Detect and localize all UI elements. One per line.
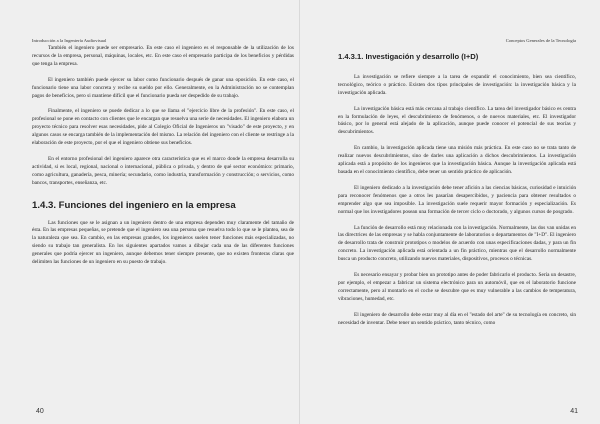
section-heading: 1.4.3. Funciones del ingeniero en la empresa xyxy=(32,199,236,211)
subsection-heading: 1.4.3.1. Investigación y desarrollo (I+D) xyxy=(338,52,479,61)
right-page-number: 41 xyxy=(570,408,578,415)
paragraph: El ingeniero de desarrollo debe estar muy al día en el "estado del arte" de su tecnología en concreto, sin necesidad de inventar. Debe tener un sentido práctico, tanto técnico, como xyxy=(338,311,576,326)
left-page-body xyxy=(32,45,294,275)
paragraph: La investigación se refiere siempre a la tarea de expandir el conocimiento, bien sea científico, tecnológico, teórico o práctico. Existen dos tipos principales de investigación: la investigación básica y la investigación aplicada. xyxy=(338,73,576,96)
paragraph: Finalmente, el ingeniero se puede dedicar a lo que se llama el "ejercicio libre de la profesión". En este caso, el profesional se pone en contacto con clientes que le encargan que resuelva una serie de necesidades. El ingeniero elabora un proyecto técnico para resolver esas necesidades, pide al Colegio Oficial de Ingenieros un "visado" de este proyecto, y en algunos casos se encarga también de la implementación del mismo. La relación del ingeniero con el cliente se restringe a la elaboración de este proyecto, por el que el ingeniero obtiene sus beneficios. xyxy=(32,108,294,147)
paragraph: En cambio, la investigación aplicada tiene una misión más práctica. En este caso no se trata tanto de realizar nuevos descubrimientos, sino de darles una aplicación a dichos descubrimientos. La investigación aplicada está a propósito de los ingenieros que la investigación básica. Aunque la investigación aplicada está basada en el conocimiento científico, debe tener un sentido práctico de aplicación. xyxy=(338,145,576,175)
left-page-number: 40 xyxy=(36,408,44,415)
paragraph: En el entorno profesional del ingeniero aparece otra característica que es el marco donde la empresa desarrolla su actividad, si es local, regional, nacional o internacional, pública o privada, y dentro de qué sector económico: primario, como agricultura, ganadería, pesca, minería; secundario, como industria, transformación y construcción; o servicios, como bancos, transportes, enseñanza, etc. xyxy=(32,155,294,186)
paragraph: Las funciones que se le asignan a un ingeniero dentro de una empresa dependen muy claramente del tamaño de ésta. En las empresas pequeñas, se pretende que el ingeniero sea una persona que resuelva todo lo que se le plantea, sea de la naturaleza que sea. En cambio, en las empresas grandes, los ingenieros suelen tener funciones más especializadas, no siendo su trabajo tan generalista. En los siguientes apartados vamos a dibujar cada una de las diferentes funciones generales que podría ejercer un ingeniero, aunque debemos tener siempre presente, que no existen fronteras claras que delimiten las funciones de un ingeniero en su puesto de trabajo. xyxy=(32,219,294,266)
paragraph: También el ingeniero puede ser empresario. En este caso el ingeniero es el responsable de la utilización de los recursos de la empresa, personal, máquinas, locales, etc. En este caso el empresario participa de los beneficios y pérdidas que tenga la empresa. xyxy=(32,45,294,67)
right-running-header: Conceptos Generales de la Tecnología xyxy=(505,38,576,43)
paragraph: La función de desarrollo está muy relacionada con la investigación. Normalmente, las dos van unidas en las directrices de las empresas y se habla conjuntamente de laboratorios o departamentos de "I+D". El ingeniero de desarrollo trata de construir prototipos o modelos de acuerdo con unas especificaciones dadas, y para un fin concreto. La investigación aplicada está orientada a un fin práctico, mientras que el desarrollo normalmente busca un producto concreto, utilizando nuevos materiales, dispositivos, procesos o técnicas. xyxy=(338,224,576,263)
right-page-body xyxy=(338,45,576,335)
left-running-header: Introducción a la Ingeniería Audiovisual xyxy=(32,38,107,43)
paragraph: Es necesario ensayar y probar bien un prototipo antes de poder fabricarlo el producto. Sería un desastre, por ejemplo, el empezar a fabricar un sistema electrónico para un automóvil, que en el laboratorio funcione correctamente, pero al montarlo en el coche se descubre que es muy vulnerable a las cambios de temperatura, vibraciones, humedad, etc. xyxy=(338,272,576,302)
paragraph: La investigación básica está más cercana al trabajo científico. La tarea del investigador básico es centra en la formulación de leyes, el descubrimiento de fenómenos, o de nuevos materiales, etc. El investigador básico, por lo general está alejado de la aplicación, aunque puede conocer el potencial de sus teorías y descubrimientos. xyxy=(338,105,576,136)
paragraph: El ingeniero también puede ejercer su labor como funcionario después de ganar una oposición. En este caso, el funcionario tiene una labor concreta y recibe su sueldo por ello. Generalmente, en la Administración no se contemplan pagos de beneficios, pero si mantiene difícil que el funcionario pueda ser despedido de su trabajo. xyxy=(32,76,294,99)
paragraph: El ingeniero dedicado a la investigación debe tener afición a las ciencias básicas, curiosidad e intuición para reconocer fenómenos que a otros les pasarían desapercibidos, y paciencia para obtener resultados o emprender algo que sea imposible. La investigación suele requerir mayor formación y especialización. Es normal que los investigadores posean una formación de tercer ciclo o doctorado, y algunos cursos de posgrado. xyxy=(338,184,576,215)
